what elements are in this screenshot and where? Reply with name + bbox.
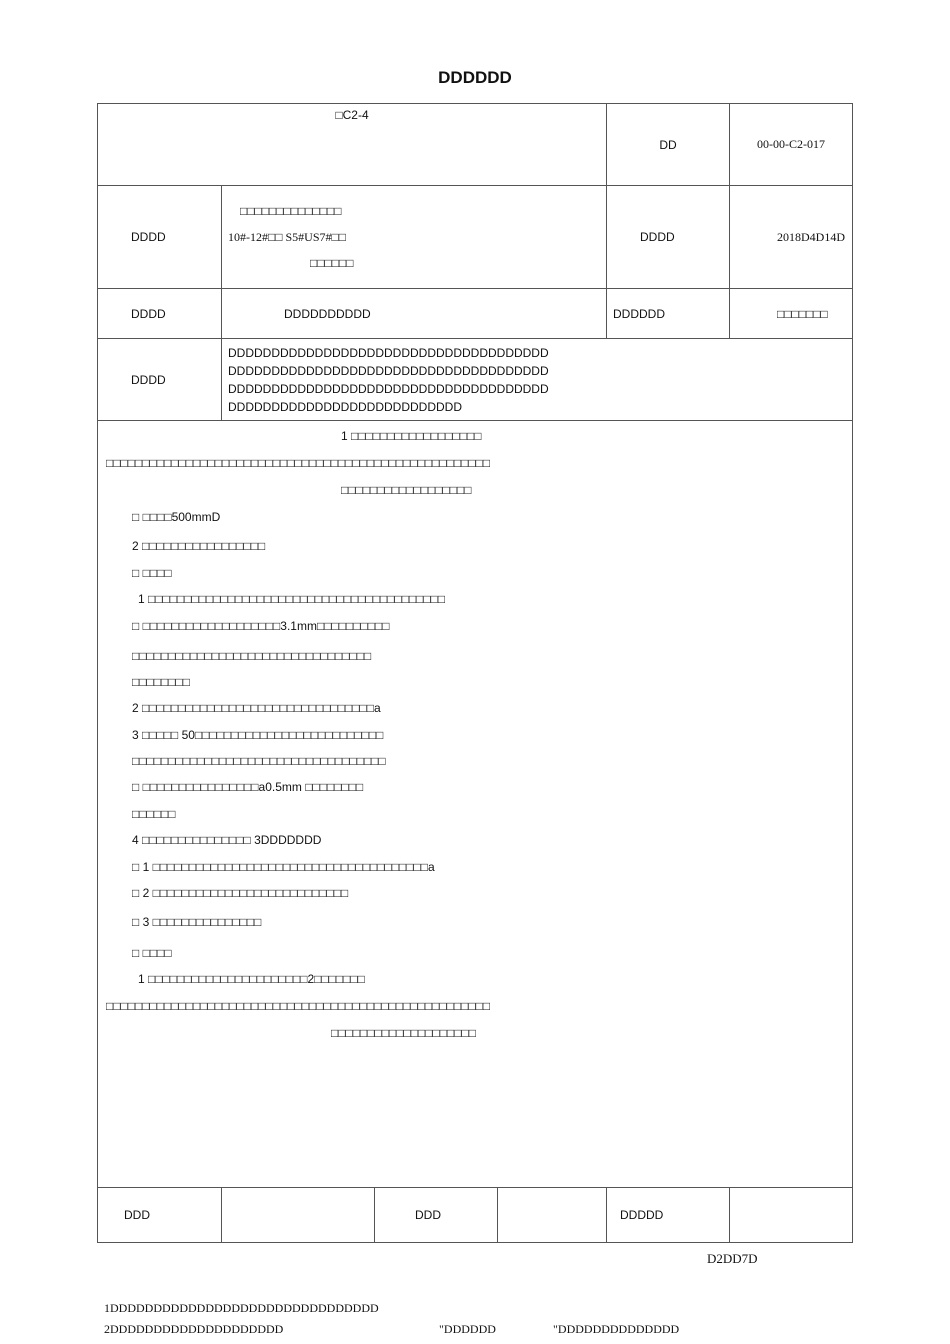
body-line: 1 □□□□□□□□□□□□□□□□□□□□□□2□□□□□□□ [138, 972, 365, 986]
header-row [98, 104, 853, 186]
record-form-table [97, 103, 853, 1243]
content-summary-line: DDDDDDDDDDDDDDDDDDDDDDDDDDD [228, 399, 462, 414]
table-code: □C2-4 [98, 104, 607, 186]
content-row [98, 339, 853, 421]
date-value: 2018D4D14D [730, 186, 853, 289]
unit-value-2: □□□□□□□ [730, 289, 853, 339]
body-line: □□□□□□□□□□□□□□□□□□□□□□□□□□□□□□□□□□□□□□□□□□□□□□□□□□□□□ [106, 999, 491, 1013]
signature-label-2: DDD [375, 1188, 498, 1243]
body-line: □□□□□□□□□□□□□□□□□□□□ [331, 1026, 476, 1040]
body-row [98, 421, 853, 1188]
body-line: 1 □□□□□□□□□□□□□□□□□□□□□□□□□□□□□□□□□□□□□□□□□ [138, 592, 446, 606]
body-line: □ 1 □□□□□□□□□□□□□□□□□□□□□□□□□□□□□□□□□□□□□□a [132, 860, 435, 874]
page-number: D2DD7D [707, 1251, 758, 1266]
body-line: □□□□□□□□ [132, 675, 190, 689]
content-summary-line: DDDDDDDDDDDDDDDDDDDDDDDDDDDDDDDDDDDDD [228, 345, 549, 360]
unit-label-2: DDDDDD [607, 289, 730, 339]
project-name-line: □□□□□□□□□□□□□□ [240, 204, 342, 218]
document-title: DDDDDD [438, 68, 512, 87]
footnote-4: "DDDDDDDDDDDDDD [553, 1322, 680, 1336]
project-name-line: □□□□□□ [310, 256, 354, 270]
body-line: □ □□□□ [132, 946, 172, 960]
signature-box-3 [730, 1188, 853, 1243]
signature-label-3: DDDDD [607, 1188, 730, 1243]
body-line: □ □□□□ [132, 566, 172, 580]
date-label: DDDD [607, 186, 730, 289]
signature-box-2 [498, 1188, 607, 1243]
body-line: 4 □□□□□□□□□□□□□□□ 3DDDDDDD [132, 833, 322, 847]
project-row [98, 186, 853, 289]
body-line: 3 □□□□□ 50□□□□□□□□□□□□□□□□□□□□□□□□□□ [132, 728, 384, 742]
body-line: □ □□□□500mmD [132, 510, 221, 524]
body-line: □□□□□□□□□□□□□□□□□□□□□□□□□□□□□□□□□□□□□□□□□□□□□□□□□□□□□ [106, 456, 491, 470]
signature-box-1 [222, 1188, 375, 1243]
body-line: □□□□□□ [132, 807, 176, 821]
body-line: □ □□□□□□□□□□□□□□□□a0.5mm □□□□□□□□ [132, 780, 364, 794]
number-label: DD [607, 104, 730, 186]
unit-label: DDDD [98, 289, 222, 339]
content-summary-line: DDDDDDDDDDDDDDDDDDDDDDDDDDDDDDDDDDDDD [228, 363, 549, 378]
unit-row [98, 289, 853, 339]
footnote-3: "DDDDDD [439, 1322, 496, 1336]
body-line: 2 □□□□□□□□□□□□□□□□□ [132, 539, 266, 553]
number-value: 00-00-C2-017 [730, 104, 853, 186]
body-line: □□□□□□□□□□□□□□□□□□ [341, 483, 472, 497]
signature-label-1: DDD [98, 1188, 222, 1243]
project-label: DDDD [98, 186, 222, 289]
signature-row [98, 1188, 853, 1243]
body-line: □□□□□□□□□□□□□□□□□□□□□□□□□□□□□□□□□□□ [132, 754, 386, 768]
unit-value: DDDDDDDDDD [222, 289, 607, 339]
footnote-2: 2DDDDDDDDDDDDDDDDDDDD [104, 1322, 284, 1336]
project-name-line: 10#-12#□□ S5#US7#□□ [228, 230, 347, 244]
body-line: □ □□□□□□□□□□□□□□□□□□□3.1mm□□□□□□□□□□ [132, 619, 390, 633]
body-line: 1 □□□□□□□□□□□□□□□□□□ [341, 429, 482, 443]
body-line: □ 2 □□□□□□□□□□□□□□□□□□□□□□□□□□□ [132, 886, 349, 900]
body-line: 2 □□□□□□□□□□□□□□□□□□□□□□□□□□□□□□□□a [132, 701, 381, 715]
content-summary-line: DDDDDDDDDDDDDDDDDDDDDDDDDDDDDDDDDDDDD [228, 381, 549, 396]
content-summary [222, 339, 853, 421]
project-name [222, 186, 607, 289]
body-content [98, 421, 853, 1188]
content-label: DDDD [98, 339, 222, 421]
body-line: □ 3 □□□□□□□□□□□□□□□ [132, 915, 262, 929]
body-line: □□□□□□□□□□□□□□□□□□□□□□□□□□□□□□□□□ [132, 649, 372, 663]
footnote-1: 1DDDDDDDDDDDDDDDDDDDDDDDDDDDDDDD [104, 1301, 379, 1315]
